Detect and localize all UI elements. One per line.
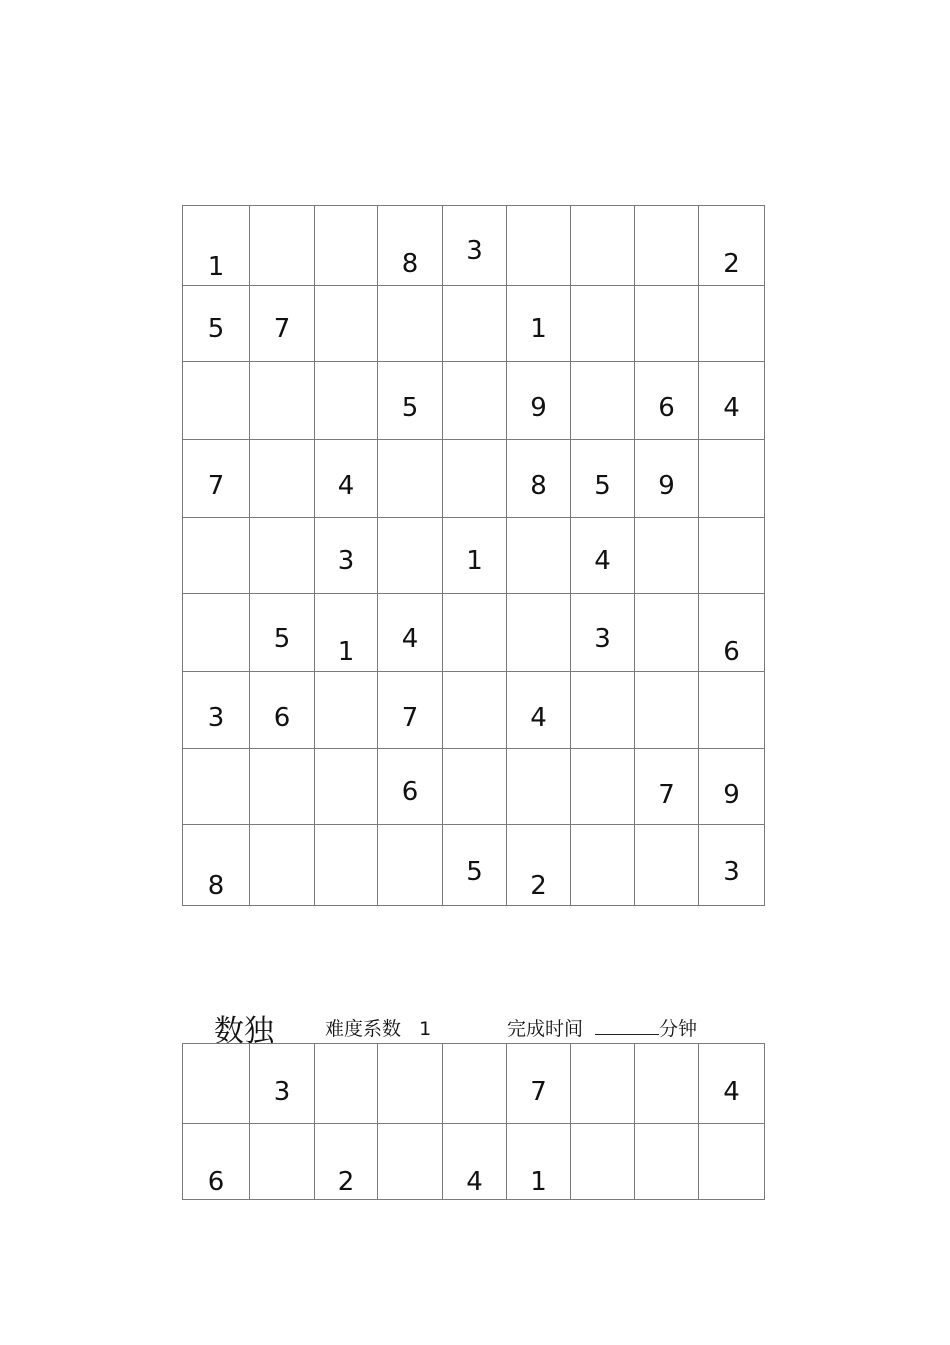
sudoku-1-cell[interactable] <box>699 286 765 362</box>
sudoku-1-cell[interactable] <box>635 518 699 594</box>
sudoku-1-cell[interactable] <box>571 518 635 594</box>
sudoku-1-cell[interactable] <box>378 672 443 749</box>
sudoku-1-digit: 1 <box>466 546 483 576</box>
time-label: 完成时间 <box>507 1018 584 1040</box>
sudoku-1-cell[interactable] <box>699 518 765 594</box>
sudoku-2-digit: 6 <box>207 1167 225 1197</box>
sudoku-1-row <box>183 672 765 749</box>
sudoku-2-digit: 1 <box>530 1167 547 1197</box>
sudoku-1-digit: 1 <box>530 314 547 344</box>
sudoku-1-cell[interactable] <box>571 206 635 286</box>
sudoku-1-cell[interactable] <box>507 518 571 594</box>
sudoku-1-cell[interactable] <box>315 825 378 906</box>
sudoku-1-digit: 3 <box>207 703 225 733</box>
sudoku-1-cell[interactable] <box>378 206 443 286</box>
sudoku-2-cell[interactable] <box>571 1044 635 1124</box>
sudoku-1-row <box>183 206 765 286</box>
sudoku-1-cell[interactable] <box>315 362 378 440</box>
sudoku-1-cell[interactable] <box>250 206 315 286</box>
sudoku-1-digit: 5 <box>273 624 291 654</box>
completion-time <box>507 1014 697 1041</box>
sudoku-1-cell[interactable] <box>571 749 635 825</box>
sudoku-1-cell[interactable] <box>635 286 699 362</box>
sudoku-1-digit: 8 <box>530 471 547 501</box>
sudoku-1-cell[interactable] <box>507 672 571 749</box>
sudoku-1-digit: 5 <box>401 393 419 423</box>
sudoku-1-digit: 3 <box>337 546 355 576</box>
sudoku-1-cell[interactable] <box>635 362 699 440</box>
sudoku-1-digit: 3 <box>723 857 740 887</box>
sudoku-1-row <box>183 749 765 825</box>
sudoku-2-cell[interactable] <box>183 1124 250 1200</box>
sudoku-1-cell[interactable] <box>635 749 699 825</box>
sudoku-1-cell[interactable] <box>443 749 507 825</box>
sudoku-2-cell[interactable] <box>507 1124 571 1200</box>
difficulty <box>325 1014 431 1041</box>
sudoku-1-cell[interactable] <box>699 206 765 286</box>
sudoku-1-cell[interactable] <box>571 440 635 518</box>
sudoku-1-cell[interactable] <box>378 440 443 518</box>
sudoku-1-cell[interactable] <box>378 749 443 825</box>
sudoku-2-cell[interactable] <box>378 1124 443 1200</box>
sudoku-1-digit: 5 <box>466 857 483 887</box>
sudoku-1-cell[interactable] <box>183 594 250 672</box>
sudoku-1-digit: 3 <box>466 236 483 266</box>
sudoku-1-cell[interactable] <box>699 594 765 672</box>
sudoku-1-row <box>183 594 765 672</box>
sudoku-1-cell[interactable] <box>315 749 378 825</box>
sudoku-1-digit: 3 <box>594 624 611 654</box>
sudoku-1-digit: 1 <box>337 637 355 667</box>
sudoku-1-cell[interactable] <box>250 672 315 749</box>
sudoku-1-cell[interactable] <box>699 749 765 825</box>
sudoku-2-cell[interactable] <box>507 1044 571 1124</box>
sudoku-1-cell[interactable] <box>250 286 315 362</box>
sudoku-2-cell[interactable] <box>315 1124 378 1200</box>
sudoku-1-digit: 4 <box>530 703 547 733</box>
sudoku-2-digit: 4 <box>466 1167 483 1197</box>
sudoku-2-digit: 3 <box>273 1077 291 1107</box>
sudoku-1-cell[interactable] <box>699 672 765 749</box>
sudoku-2-cell[interactable] <box>378 1044 443 1124</box>
sudoku-1-cell[interactable] <box>507 825 571 906</box>
sudoku-1-cell[interactable] <box>571 672 635 749</box>
sudoku-2-cell[interactable] <box>635 1044 699 1124</box>
sudoku-1-digit: 1 <box>207 252 225 282</box>
sudoku-1-digit: 9 <box>530 393 547 423</box>
sudoku-1-cell[interactable] <box>507 206 571 286</box>
sudoku-1-cell[interactable] <box>443 594 507 672</box>
sudoku-1-digit: 7 <box>658 780 675 810</box>
sudoku-1-cell[interactable] <box>635 206 699 286</box>
sudoku-1-cell[interactable] <box>183 672 250 749</box>
sudoku-1-cell[interactable] <box>378 286 443 362</box>
sudoku-1-digit: 4 <box>401 624 419 654</box>
sudoku-1-cell[interactable] <box>315 594 378 672</box>
sudoku-1-cell[interactable] <box>183 440 250 518</box>
sudoku-1-cell[interactable] <box>378 362 443 440</box>
sudoku-1-cell[interactable] <box>250 594 315 672</box>
sudoku-1-digit: 6 <box>658 393 675 423</box>
sudoku-1-cell[interactable] <box>635 672 699 749</box>
sudoku-1-digit: 6 <box>273 703 291 733</box>
sudoku-1-cell[interactable] <box>507 749 571 825</box>
sudoku-1-cell[interactable] <box>443 518 507 594</box>
sudoku-2-digit: 4 <box>723 1077 740 1107</box>
sudoku-1-digit: 6 <box>723 637 740 667</box>
sudoku-1-cell[interactable] <box>443 362 507 440</box>
sudoku-1-digit: 6 <box>401 777 419 807</box>
sudoku-1-cell[interactable] <box>183 362 250 440</box>
sudoku-1-row <box>183 518 765 594</box>
sudoku-2-cell[interactable] <box>699 1044 765 1124</box>
sudoku-1-cell[interactable] <box>635 825 699 906</box>
sudoku-1-cell[interactable] <box>635 440 699 518</box>
sudoku-1-digit: 9 <box>723 780 740 810</box>
sudoku-1-cell[interactable] <box>315 286 378 362</box>
sudoku-2-cell[interactable] <box>250 1044 315 1124</box>
sudoku-1-cell[interactable] <box>443 206 507 286</box>
sudoku-2-cell[interactable] <box>183 1044 250 1124</box>
puzzle-2-header <box>182 1002 764 1049</box>
sudoku-2-cell[interactable] <box>635 1124 699 1200</box>
sudoku-1-cell[interactable] <box>183 749 250 825</box>
sudoku-1-cell[interactable] <box>250 362 315 440</box>
difficulty-value: 1 <box>419 1018 432 1040</box>
sudoku-1-cell[interactable] <box>250 825 315 906</box>
sudoku-1-digit: 9 <box>658 471 675 501</box>
sudoku-2-cell[interactable] <box>571 1124 635 1200</box>
sudoku-1-digit: 5 <box>594 471 611 501</box>
sudoku-1-cell[interactable] <box>571 594 635 672</box>
sudoku-1-cell[interactable] <box>507 594 571 672</box>
sudoku-1-row <box>183 825 765 906</box>
sudoku-1-cell[interactable] <box>507 362 571 440</box>
time-unit: 分钟 <box>659 1018 698 1040</box>
sudoku-1-cell[interactable] <box>183 825 250 906</box>
sudoku-1-cell[interactable] <box>443 825 507 906</box>
sudoku-1-digit: 2 <box>530 871 547 901</box>
sudoku-2-cell[interactable] <box>315 1044 378 1124</box>
sudoku-1-cell[interactable] <box>378 825 443 906</box>
difficulty-label: 难度系数 <box>325 1018 402 1040</box>
sudoku-1-cell[interactable] <box>635 594 699 672</box>
sudoku-1-cell[interactable] <box>443 286 507 362</box>
sudoku-1-cell[interactable] <box>183 518 250 594</box>
sudoku-1-digit: 8 <box>401 249 419 279</box>
sudoku-1-digit: 4 <box>594 546 611 576</box>
sudoku-1-cell[interactable] <box>183 206 250 286</box>
sudoku-1-row <box>183 440 765 518</box>
sudoku-1-digit: 7 <box>207 471 225 501</box>
sudoku-2-row <box>183 1044 765 1124</box>
sudoku-1-cell[interactable] <box>250 518 315 594</box>
sudoku-1-cell[interactable] <box>183 286 250 362</box>
sudoku-grid-1 <box>182 205 765 906</box>
sudoku-1-row <box>183 286 765 362</box>
sudoku-1-cell[interactable] <box>443 672 507 749</box>
sudoku-2-digit: 2 <box>337 1167 355 1197</box>
sudoku-1-digit: 4 <box>337 471 355 501</box>
sudoku-1-cell[interactable] <box>507 440 571 518</box>
sudoku-2-digit: 7 <box>530 1077 547 1107</box>
sudoku-1-digit: 5 <box>207 314 225 344</box>
sudoku-1-cell[interactable] <box>699 825 765 906</box>
sudoku-1-cell[interactable] <box>315 206 378 286</box>
sudoku-1-cell[interactable] <box>443 440 507 518</box>
sudoku-1-cell[interactable] <box>378 594 443 672</box>
sudoku-1-digit: 7 <box>273 314 291 344</box>
sudoku-1-cell[interactable] <box>571 825 635 906</box>
sudoku-2-cell[interactable] <box>250 1124 315 1200</box>
sudoku-2-cell[interactable] <box>443 1044 507 1124</box>
sudoku-1-cell[interactable] <box>571 286 635 362</box>
sudoku-1-cell[interactable] <box>250 440 315 518</box>
sudoku-1-cell[interactable] <box>507 286 571 362</box>
time-blank-line <box>595 1018 659 1035</box>
sudoku-1-cell[interactable] <box>571 362 635 440</box>
sudoku-1-cell[interactable] <box>378 518 443 594</box>
sudoku-1-cell[interactable] <box>699 440 765 518</box>
puzzle-title: 数独 <box>214 1014 274 1049</box>
sudoku-1-digit: 2 <box>723 249 740 279</box>
sudoku-1-row <box>183 362 765 440</box>
sudoku-2-cell[interactable] <box>699 1124 765 1200</box>
sudoku-1-cell[interactable] <box>315 518 378 594</box>
sudoku-1-digit: 8 <box>207 871 225 901</box>
sudoku-1-cell[interactable] <box>315 440 378 518</box>
sudoku-1-cell[interactable] <box>315 672 378 749</box>
sudoku-grid-2 <box>182 1043 765 1200</box>
sudoku-2-row <box>183 1124 765 1200</box>
sudoku-2-cell[interactable] <box>443 1124 507 1200</box>
sudoku-1-cell[interactable] <box>699 362 765 440</box>
sudoku-1-digit: 7 <box>401 703 419 733</box>
sudoku-1-digit: 4 <box>723 393 740 423</box>
sudoku-1-cell[interactable] <box>250 749 315 825</box>
